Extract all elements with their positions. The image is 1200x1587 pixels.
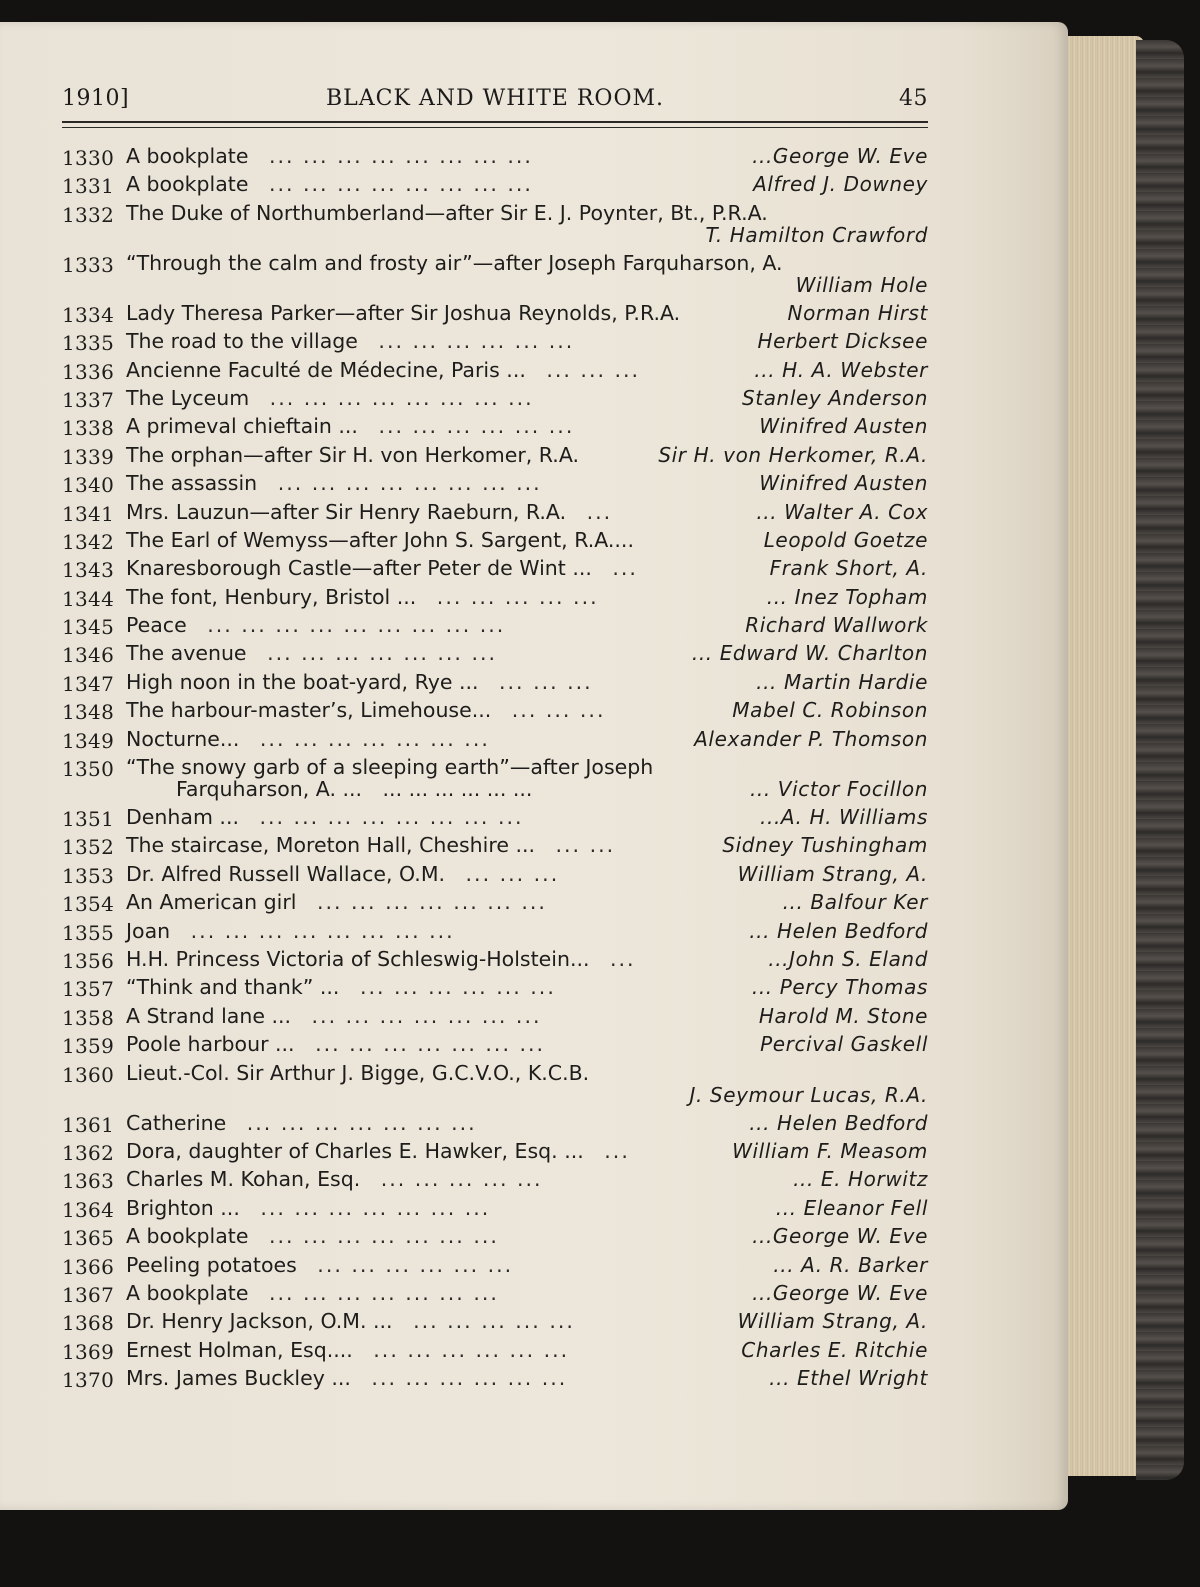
entry-artist: ... Balfour Ker [782, 890, 928, 915]
entry-artist: ...A. H. Williams [760, 805, 928, 830]
entry-title-line [126, 1196, 490, 1220]
entry-artist: ... Victor Focillon [749, 777, 928, 802]
dot-leader: ... ... ... [546, 357, 641, 382]
entry-artist: Sidney Tushingham [722, 833, 928, 858]
catalogue-entry [62, 755, 928, 805]
entry-artist: William Strang, A. [737, 1309, 928, 1334]
entry-number: 1334 [62, 302, 115, 327]
entry-title-line [126, 805, 524, 829]
entry-title: Dr. Alfred Russell Wallace, O.M. [126, 861, 446, 886]
entry-number: 1340 [62, 473, 115, 498]
dot-leader: ... ... [555, 833, 616, 858]
dot-leader: ... ... ... ... ... ... ... [267, 641, 498, 666]
entry-title-line [126, 471, 542, 495]
entry-artist: Frank Short, A. [769, 556, 928, 581]
dot-leader: ... ... ... ... ... ... ... [315, 1032, 546, 1057]
entry-title: A Strand lane ... [126, 1003, 292, 1028]
entry-artist: Alfred J. Downey [753, 172, 928, 197]
entry-number: 1363 [62, 1169, 115, 1194]
entry-number: 1354 [62, 892, 115, 917]
book-cover-edge [1136, 40, 1184, 1480]
catalogue-entry [62, 1111, 928, 1139]
entry-title: A bookplate [126, 1224, 249, 1249]
entry-title-line [126, 1366, 567, 1390]
catalogue-entry [62, 329, 928, 357]
catalogue-entry [62, 975, 928, 1003]
entry-title-line [126, 528, 634, 552]
entry-title-line [126, 947, 636, 971]
catalogue-entry [62, 1139, 928, 1167]
catalogue-entry [62, 641, 928, 669]
catalogue-entry [62, 500, 928, 528]
entry-title-line [126, 585, 599, 609]
entry-number: 1370 [62, 1368, 115, 1393]
entry-title-line [126, 1338, 569, 1362]
catalogue-entry [62, 144, 928, 172]
entry-number: 1350 [62, 757, 115, 782]
entry-title: Lieut.-Col. Sir Arthur J. Bigge, G.C.V.O., K.C.B. [126, 1060, 590, 1085]
dot-leader: ... ... ... ... ... ... ... ... [269, 385, 534, 410]
dot-leader: ... ... ... ... ... ... ... [246, 1110, 477, 1135]
catalogue-entry [62, 443, 928, 471]
entry-artist: ... Martin Hardie [756, 669, 928, 694]
catalogue-entry [62, 358, 928, 386]
entry-artist: Sir H. von Herkomer, R.A. [658, 442, 928, 467]
entry-title: An American girl [126, 890, 297, 915]
entry-number: 1347 [62, 671, 115, 696]
entry-artist: ... Walter A. Cox [756, 499, 928, 524]
entry-title: Dora, daughter of Charles E. Hawker, Esq. ... [126, 1138, 584, 1163]
entry-title-line [126, 1111, 477, 1135]
entry-artist: ...George W. Eve [752, 1224, 928, 1249]
entry-title: Ernest Holman, Esq.... [126, 1337, 353, 1362]
catalogue-entry [62, 919, 928, 947]
running-head-title: BLACK AND WHITE ROOM. [325, 86, 665, 111]
entry-title-line [126, 201, 768, 225]
entry-artist: Herbert Dicksee [757, 329, 928, 354]
entry-number: 1356 [62, 948, 115, 973]
page-number: 45 [899, 86, 928, 111]
dot-leader: ... [604, 1138, 630, 1163]
entry-title-continuation [176, 777, 532, 801]
entry-number: 1344 [62, 586, 115, 611]
dot-leader: ... ... ... ... ... ... [382, 777, 533, 802]
entry-artist: ... H. A. Webster [754, 357, 928, 382]
entry-title: Nocturne... [126, 726, 240, 751]
catalogue-entry [62, 805, 928, 833]
entry-number: 1335 [62, 331, 115, 356]
entry-artist: Leopold Goetze [763, 527, 928, 552]
dot-leader: ... ... ... ... ... ... ... [268, 1280, 499, 1305]
entry-title: Mrs. James Buckley ... [126, 1366, 351, 1391]
entry-title-line [126, 862, 559, 886]
entry-artist: ... Edward W. Charlton [691, 641, 928, 666]
entry-number: 1366 [62, 1254, 115, 1279]
entry-artist: William Hole [795, 272, 928, 297]
entry-title: The harbour-master’s, Limehouse... [126, 698, 492, 723]
entry-title: H.H. Princess Victoria of Schleswig-Holstein... [126, 946, 590, 971]
entry-title: Brighton ... [126, 1195, 240, 1220]
catalogue-entry [62, 1338, 928, 1366]
entry-title-line [126, 1139, 630, 1163]
entry-number: 1333 [62, 252, 115, 277]
entry-number: 1355 [62, 920, 115, 945]
entry-number: 1361 [62, 1112, 115, 1137]
entry-artist: Percival Gaskell [760, 1032, 928, 1057]
entry-title-line [126, 144, 533, 168]
entry-number: 1342 [62, 529, 115, 554]
entry-title: The Duke of Northumberland—after Sir E. J. Poynter, Bt., P.R.A. [126, 200, 768, 225]
running-head [62, 86, 928, 116]
entry-artist: Norman Hirst [787, 300, 928, 325]
catalogue-entry [62, 1061, 928, 1111]
entry-title: Denham ... [126, 805, 239, 830]
entry-title-line [126, 386, 534, 410]
catalogue-entry [62, 1004, 928, 1032]
entry-title: Peace [126, 613, 187, 638]
entry-number: 1360 [62, 1062, 115, 1087]
entry-title-line [126, 301, 680, 325]
entry-artist: ... Percy Thomas [751, 975, 928, 1000]
entry-title: The orphan—after Sir H. von Herkomer, R.A. [126, 442, 580, 467]
entry-title: The avenue [126, 641, 247, 666]
dot-leader: ... ... ... [499, 669, 593, 694]
catalogue-entry [62, 1196, 928, 1224]
entry-number: 1345 [62, 615, 115, 640]
entry-title-line [126, 500, 612, 524]
entry-artist: Charles E. Ritchie [741, 1337, 928, 1362]
entry-artist: T. Hamilton Crawford [705, 222, 928, 247]
entry-artist: ... Inez Topham [766, 584, 928, 609]
entry-artist: William F. Measom [732, 1138, 928, 1163]
dot-leader: ... ... ... ... ... [413, 1309, 575, 1334]
entry-number: 1368 [62, 1311, 115, 1336]
catalogue-entry [62, 172, 928, 200]
entry-number: 1337 [62, 387, 115, 412]
dot-leader: ... ... ... ... ... ... [317, 1252, 514, 1277]
entry-title: Peeling potatoes [126, 1252, 297, 1277]
dot-leader: ... ... ... ... ... ... ... ... [190, 918, 455, 943]
entry-artist: Harold M. Stone [758, 1003, 928, 1028]
entry-title-line [126, 329, 574, 353]
entry-number: 1358 [62, 1005, 115, 1030]
entry-title: High noon in the boat-yard, Rye ... [126, 669, 479, 694]
catalogue-entry [62, 1032, 928, 1060]
catalogue-entry [62, 1281, 928, 1309]
dot-leader: ... ... ... ... ... ... ... ... [268, 172, 533, 197]
dot-leader: ... ... ... ... ... ... [378, 414, 575, 439]
entry-artist: ...John S. Eland [768, 946, 928, 971]
dot-leader: ... ... ... ... ... ... ... ... [268, 144, 533, 168]
catalogue-entry [62, 301, 928, 329]
catalogue-entry [62, 386, 928, 414]
entry-title: The road to the village [126, 329, 358, 354]
entry-title: The Earl of Wemyss—after John S. Sargent, R.A.... [126, 527, 634, 552]
catalogue-entry [62, 1167, 928, 1195]
entry-number: 1351 [62, 807, 115, 832]
entry-title-line [126, 251, 783, 275]
entry-title-line [126, 1281, 499, 1305]
entry-artist: ...George W. Eve [752, 144, 928, 168]
dot-leader: ... [612, 556, 638, 581]
entry-title: Lady Theresa Parker—after Sir Joshua Reynolds, P.R.A. [126, 300, 681, 325]
entry-number: 1336 [62, 359, 115, 384]
entry-title-line [126, 833, 615, 857]
entry-number: 1353 [62, 863, 115, 888]
entry-title-line [126, 443, 579, 467]
entry-title: “The snowy garb of a sleeping earth”—after Joseph [126, 755, 654, 780]
header-rule-thin [62, 127, 928, 128]
entry-artist: ...George W. Eve [752, 1280, 928, 1305]
entry-artist: ... Helen Bedford [749, 918, 928, 943]
catalogue-entry [62, 727, 928, 755]
catalogue-entry [62, 585, 928, 613]
catalogue-entry [62, 201, 928, 251]
entry-title-line [126, 975, 556, 999]
entry-title-line [126, 670, 593, 694]
entry-title-line [126, 727, 490, 751]
entry-title: Charles M. Kohan, Esq. [126, 1167, 361, 1192]
dot-leader: ... [610, 946, 636, 971]
entry-title-line [126, 556, 638, 580]
catalogue-entry [62, 471, 928, 499]
dot-leader: ... ... ... ... ... [380, 1167, 543, 1192]
entry-number: 1369 [62, 1339, 115, 1364]
entry-artist: ... Eleanor Fell [775, 1195, 928, 1220]
catalogue-entry [62, 1253, 928, 1281]
dot-leader: ... ... ... ... ... ... ... ... [277, 471, 542, 496]
dot-leader: ... ... ... ... ... ... ... [311, 1003, 542, 1028]
entry-title-line [126, 1167, 543, 1191]
running-head-year: 1910] [62, 86, 130, 111]
entry-number: 1339 [62, 444, 115, 469]
entry-number: 1362 [62, 1140, 115, 1165]
catalogue-entry [62, 414, 928, 442]
entry-number: 1349 [62, 728, 115, 753]
entry-title-line [126, 414, 574, 438]
entry-artist: ... A. R. Barker [773, 1252, 928, 1277]
catalogue-entry [62, 947, 928, 975]
entry-title-line [126, 919, 455, 943]
entry-artist: William Strang, A. [737, 861, 928, 886]
entry-artist: Winifred Austen [759, 414, 928, 439]
dot-leader: ... ... ... [511, 698, 606, 723]
entry-title-line [126, 1309, 575, 1333]
dot-leader: ... ... ... ... ... ... ... [268, 1224, 499, 1249]
entry-title-line [126, 641, 497, 665]
entry-title-line [126, 172, 533, 196]
catalogue-entry [62, 1366, 928, 1394]
entry-title: A bookplate [126, 172, 249, 197]
catalogue-entry [62, 613, 928, 641]
entry-title: Joan [126, 918, 171, 943]
catalogue-entry [62, 670, 928, 698]
entry-number: 1332 [62, 202, 115, 227]
catalogue-entry [62, 251, 928, 301]
entry-number: 1357 [62, 977, 115, 1002]
entry-title-line [126, 358, 640, 382]
entry-title: A primeval chieftain ... [126, 414, 358, 439]
dot-leader: ... ... ... ... ... ... [378, 329, 575, 354]
dot-leader: ... ... ... ... ... ... ... [259, 726, 490, 751]
entry-artist: Winifred Austen [759, 471, 928, 496]
entry-title-cont-text: Farquharson, A. ... [176, 777, 363, 802]
entry-number: 1343 [62, 558, 115, 583]
dot-leader: ... ... ... ... ... ... [371, 1366, 568, 1391]
entry-artist: Richard Wallwork [745, 613, 928, 638]
entry-number: 1352 [62, 835, 115, 860]
entry-artist: Alexander P. Thomson [694, 726, 928, 751]
catalogue-entry [62, 890, 928, 918]
dot-leader: ... ... ... ... ... ... [373, 1337, 570, 1362]
entry-title-line [126, 1004, 541, 1028]
catalogue-entry [62, 1309, 928, 1337]
page-edges [1066, 36, 1144, 1476]
dot-leader: ... [586, 499, 613, 524]
entry-number: 1367 [62, 1282, 115, 1307]
entry-title: Knaresborough Castle—after Peter de Wint ... [126, 556, 592, 581]
entry-title: Catherine [126, 1110, 227, 1135]
catalogue-entry [62, 528, 928, 556]
entry-title-line [126, 890, 547, 914]
dot-leader: ... ... ... [465, 861, 560, 886]
entry-title: A bookplate [126, 1280, 249, 1305]
entry-title-line [126, 1253, 513, 1277]
dot-leader: ... ... ... ... ... ... ... [316, 890, 547, 915]
entry-number: 1341 [62, 501, 115, 526]
catalogue-entry [62, 1224, 928, 1252]
catalogue-entry [62, 556, 928, 584]
entry-artist: ... Ethel Wright [769, 1366, 928, 1391]
entry-artist: ... Helen Bedford [749, 1110, 928, 1135]
entry-artist: J. Seymour Lucas, R.A. [689, 1082, 928, 1107]
entry-number: 1330 [62, 146, 115, 170]
entry-title: Mrs. Lauzun—after Sir Henry Raeburn, R.A. [126, 499, 567, 524]
catalogue-entry [62, 698, 928, 726]
entry-title-line [126, 1224, 499, 1248]
entry-number: 1365 [62, 1226, 115, 1251]
catalogue-list [62, 144, 928, 1394]
entry-number: 1348 [62, 700, 115, 725]
entry-title: The assassin [126, 471, 258, 496]
entry-title: The Lyceum [126, 385, 250, 410]
entry-title-line [126, 1061, 589, 1085]
entry-title: Ancienne Faculté de Médecine, Paris ... [126, 357, 526, 382]
entry-artist: Stanley Anderson [741, 385, 928, 410]
entry-title: “Through the calm and frosty air”—after Joseph Farquharson, A. [126, 250, 783, 275]
dot-leader: ... ... ... ... ... ... [359, 975, 556, 1000]
entry-title: The staircase, Moreton Hall, Cheshire ... [126, 833, 536, 858]
dot-leader: ... ... ... ... ... ... ... ... ... [207, 613, 506, 638]
entry-number: 1346 [62, 643, 115, 668]
entry-title-line [126, 613, 505, 637]
entry-title: Poole harbour ... [126, 1032, 295, 1057]
entry-artist: Mabel C. Robinson [732, 698, 928, 723]
header-rule-thick [62, 121, 928, 123]
entry-title: The font, Henbury, Bristol ... [126, 584, 417, 609]
entry-title: Dr. Henry Jackson, O.M. ... [126, 1309, 393, 1334]
entry-title: “Think and thank” ... [126, 975, 340, 1000]
catalogue-entry [62, 833, 928, 861]
entry-title-line [126, 698, 605, 722]
entry-title-line [126, 1032, 545, 1056]
entry-number: 1331 [62, 174, 115, 199]
dot-leader: ... ... ... ... ... ... ... [260, 1195, 491, 1220]
entry-title: A bookplate [126, 144, 249, 168]
catalogue-entry [62, 862, 928, 890]
dot-leader: ... ... ... ... ... [436, 584, 599, 609]
entry-title-line [126, 755, 653, 779]
entry-artist: ... E. Horwitz [793, 1167, 928, 1192]
entry-number: 1359 [62, 1034, 115, 1059]
dot-leader: ... ... ... ... ... ... ... ... [259, 805, 524, 830]
entry-number: 1364 [62, 1197, 115, 1222]
entry-number: 1338 [62, 416, 115, 441]
